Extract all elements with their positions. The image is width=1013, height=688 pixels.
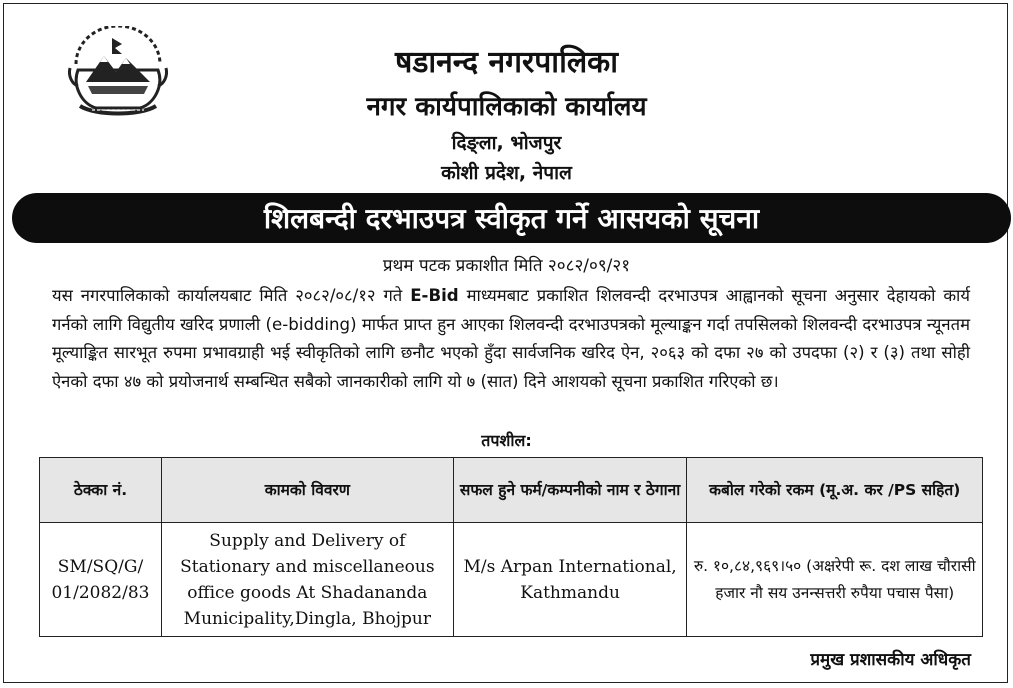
- notice-title: शिलबन्दी दरभाउपत्र स्वीकृत गर्ने आसयको सूचना: [263, 202, 760, 235]
- table-header-row: [40, 458, 983, 523]
- header-amount: कबोल गरेको रकम (मू.अ. कर /PS सहित): [687, 458, 983, 523]
- header-firm: सफल हुने फर्म/कम्पनीको नाम र ठेगाना: [453, 458, 687, 523]
- office-province: कोशी प्रदेश, नेपाल: [441, 162, 572, 184]
- table-row: [40, 523, 983, 637]
- signature-designation: प्रमुख प्रशासकीय अधिकृत: [810, 650, 971, 670]
- header-description: कामको विवरण: [161, 458, 453, 523]
- publish-date: प्रथम पटक प्रकाशीत मिति २०८२/०९/२१: [382, 256, 631, 276]
- cell-amount: रु. १०,८४,९६९।५० (अक्षरेपी रू. दश लाख चौरासी हजार नौ सय उनन्सत्तरी रुपैया पचास पैसा): [687, 523, 983, 637]
- notice-body: [52, 282, 970, 396]
- office-address: दिङ्ला, भोजपुर: [451, 132, 562, 154]
- details-label: तपशील:: [481, 431, 532, 450]
- cell-description: Supply and Delivery of Stationary and miscellaneous office goods At Shadananda Municipality,Dingla, Bhojpur: [161, 523, 453, 637]
- cell-contract-no: SM/SQ/G/ 01/2082/83: [40, 523, 162, 637]
- notice-body-ebid: E-Bid: [410, 286, 459, 305]
- tender-table: [39, 457, 983, 637]
- notice-body-part-1: यस नगरपालिकाको कार्यालयबाट मिति २०८२/०८/१२ गते: [52, 286, 411, 305]
- municipality-name: षडानन्द नगरपालिका: [395, 45, 618, 80]
- cell-firm: M/s Arpan International, Kathmandu: [453, 523, 687, 637]
- header-contract-no: ठेक्का नं.: [40, 458, 162, 523]
- notice-title-banner: [12, 193, 1011, 243]
- office-name: नगर कार्यपालिकाको कार्यालय: [366, 92, 647, 122]
- notice-body-part-2: माध्यमबाट प्रकाशित शिलवन्दी दरभाउपत्र आह्वानको सूचना अनुसार देहायको कार्य गर्नको लागि विद्युतीय खरिद प्रणाली (e-bidding) मार्फत प्राप्त हुन आएका शिलवन्दी दरभाउपत्रको मूल्याङ्कन गर्दा तपसिलको शिलवन्दी दरभाउपत्र न्यूनतम मूल्याङ्कित सारभूत रुपमा प्रभावग्राही भई स्वीकृतिको लागि छनौट भएको हुँदा सार्वजनिक खरिद ऐन, २०६३ को दफा २७ को उपदफा (२) र (३) तथा सोही ऐनको दफा ४७ को प्रयोजनार्थ सम्बन्धित सबैको जानकारीको लागि यो ७ (सात) दिने आशयको सूचना प्रकाशित गरिएको छ।: [52, 286, 970, 391]
